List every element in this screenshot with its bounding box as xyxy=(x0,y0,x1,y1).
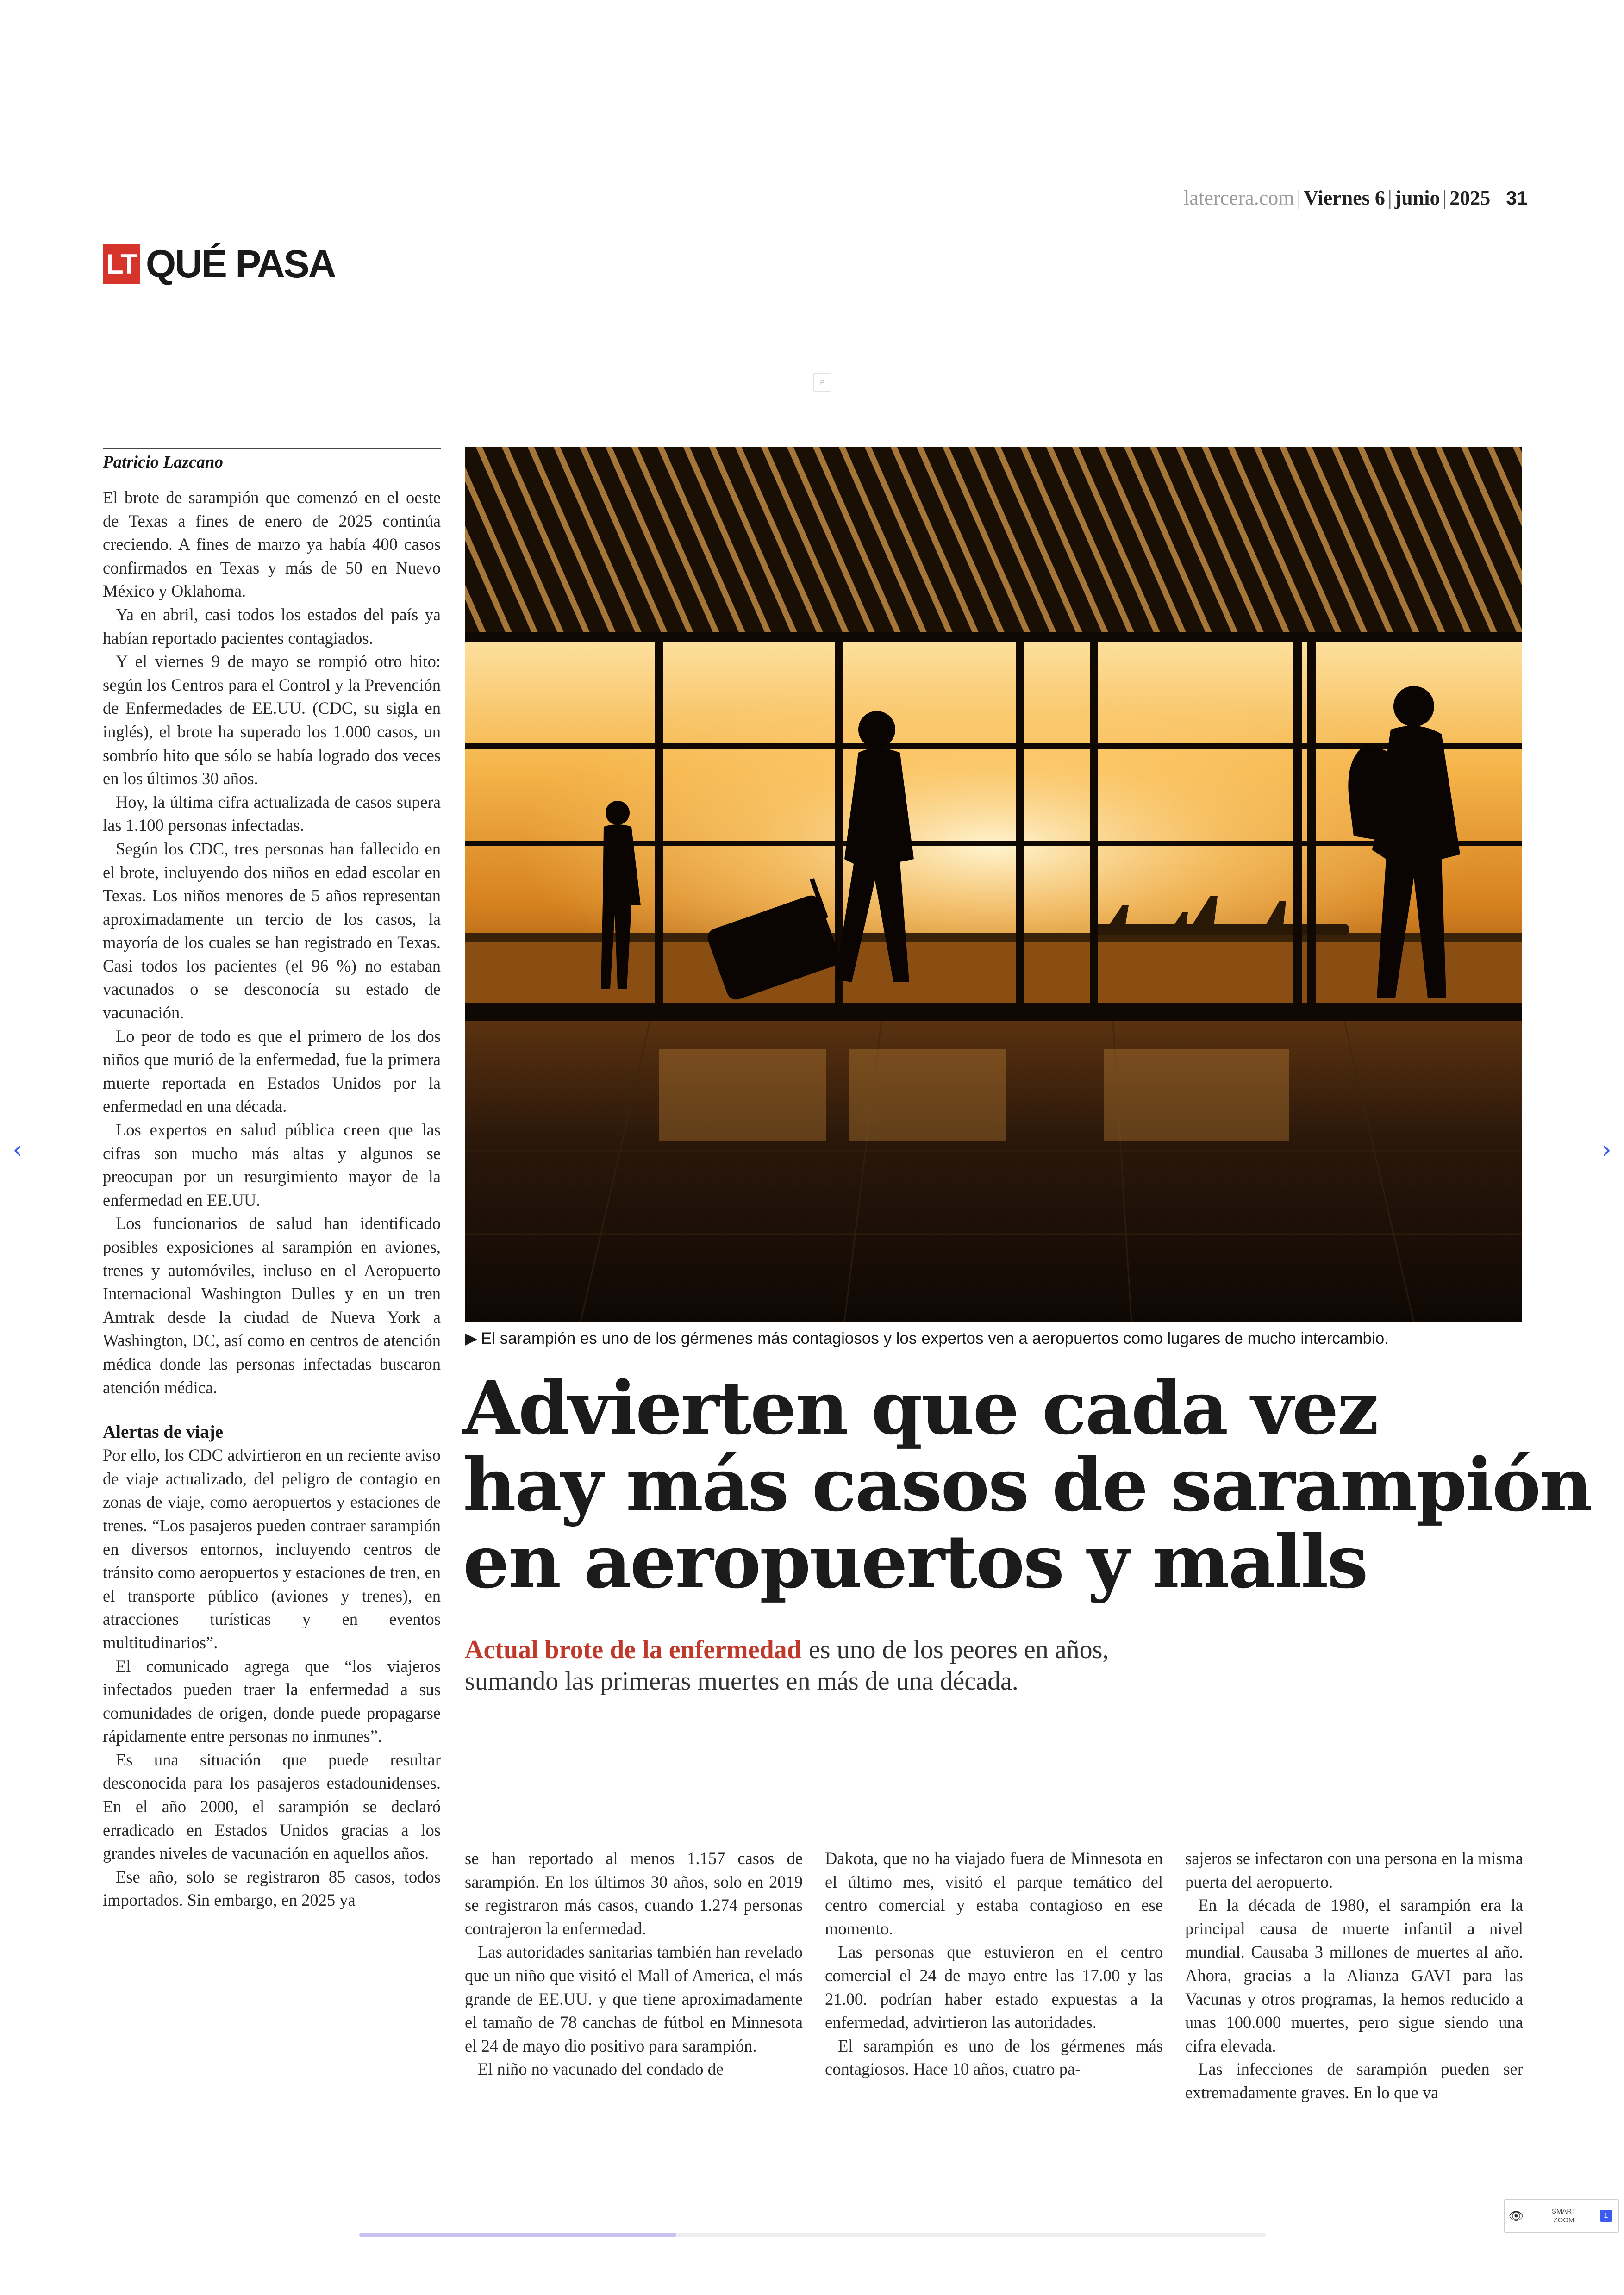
year: 2025 xyxy=(1449,187,1491,209)
left-column xyxy=(103,486,441,1912)
page-number: 31 xyxy=(1506,187,1528,209)
photo-caption xyxy=(465,1329,1522,1348)
subhead: Alertas de viaje xyxy=(103,1422,223,1442)
chevron-right-icon[interactable]: › xyxy=(1601,1135,1612,1164)
deck-text: es uno de los peores en años, sumando las primeras muertes en más de una década. xyxy=(465,1635,1109,1696)
caption-triangle-icon: ▶ xyxy=(465,1329,477,1347)
paragraph: Según los CDC, tres personas han fallecido en el brote, incluyendo dos niños en edad escolar en Texas. Los niños menores de 5 años representan aproximadamente un tercio de los casos, la mayoría de los cuales se han registrado en Texas. Casi todos los pacientes (el 96 %) no estaban vacunados o se desconocía su estado de vacunación. xyxy=(103,839,441,1023)
page-header: latercera.com | Viernes 6 | junio | 2025 31 xyxy=(1184,187,1528,209)
paragraph: El comunicado agrega que “los viajeros infectados pueden traer la enfermedad a sus comunidades de origen, donde puede propagarse rápidamente entre personas no inmunes”. xyxy=(103,1656,441,1746)
reading-progress-fill xyxy=(359,2233,676,2237)
section-name: QUÉ PASA xyxy=(145,242,335,286)
paragraph: Y el viernes 9 de mayo se rompió otro hito: según los Centros para el Control y la Prevención de Enfermedades de EE.UU. (CDC, su sigla en inglés), el brote ha superado los 1.000 casos, un sombrío hito que sólo se había logrado dos veces en los últimos 30 años. xyxy=(103,652,441,788)
body-column-2 xyxy=(465,1847,803,2081)
month: junio xyxy=(1394,187,1440,209)
paragraph: Las infecciones de sarampión pueden ser extremadamente graves. En lo que va xyxy=(1185,2059,1523,2102)
article-photo xyxy=(465,447,1522,1322)
paragraph: Los expertos en salud pública creen que las cifras son mucho más altas y algunos se preocupan por un resurgimiento mayor de la enfermedad en EE.UU. xyxy=(103,1120,441,1210)
paragraph: Ese año, solo se registraron 85 casos, todos importados. Sin embargo, en 2025 ya xyxy=(103,1867,441,1910)
zoom-badge: 1 xyxy=(1600,2210,1612,2222)
smart-zoom-button[interactable] xyxy=(1504,2199,1619,2233)
paragraph: Lo peor de todo es que el primero de los dos niños que murió de la enfermedad, fue la primera muerte reportada en Estados Unidos por la enfermedad en una década. xyxy=(103,1026,441,1116)
zoom-label-smart: SMART xyxy=(1551,2208,1576,2215)
paragraph: El sarampión es uno de los gérmenes más contagiosos. Hace 10 años, cuatro pa- xyxy=(825,2036,1163,2079)
caption-text: El sarampión es uno de los gérmenes más contagiosos y los expertos ven a aeropuertos como lugares de mucho intercambio. xyxy=(481,1329,1389,1347)
byline: Patricio Lazcano xyxy=(103,448,441,472)
paragraph: se han reportado al menos 1.157 casos de sarampión. En los últimos 30 años, solo en 2019 se registraron más casos, cuando 1.274 personas contrajeron la enfermedad. xyxy=(465,1849,803,1938)
paragraph: El niño no vacunado del condado de xyxy=(478,2059,724,2079)
paragraph: Es una situación que puede resultar desconocida para los pasajeros estadounidenses. En el año 2000, el sarampión se declaró erradicado en Estados Unidos gracias a los grandes niveles de vacunación en aquellos años. xyxy=(103,1750,441,1863)
chevron-left-icon[interactable]: ‹ xyxy=(12,1135,23,1164)
paragraph: Ya en abril, casi todos los estados del país ya habían reportado pacientes contagiados. xyxy=(103,605,441,648)
paragraph: El brote de sarampión que comenzó en el oeste de Texas a fines de enero de 2025 continúa creciendo. A fines de marzo ya había 400 casos confirmados en Texas y más de 50 en Nuevo México y Oklahoma. xyxy=(103,488,441,601)
headline-line-2: hay más casos de sarampión xyxy=(463,1442,1592,1528)
body-column-4 xyxy=(1185,1847,1523,2105)
headline xyxy=(463,1366,1592,1605)
weekday: Viernes xyxy=(1304,187,1370,209)
reading-progress-bar[interactable] xyxy=(359,2233,1266,2237)
paragraph: Las autoridades sanitarias también han revelado que un niño que visitó el Mall of America, el más grande de EE.UU. y que tiene aproximadamente el tamaño de 78 canchas de fútbol en Minnesota el 24 de mayo dio positivo para sarampión. xyxy=(465,1942,803,2055)
lt-logo: LT xyxy=(103,244,140,284)
paragraph: Hoy, la última cifra actualizada de casos supera las 1.100 personas infectadas. xyxy=(103,792,441,835)
paragraph: Las personas que estuvieron en el centro comercial el 24 de mayo entre las 17.00 y las 21.00. podrían haber estado expuestas a la enfermedad, advirtieron las autoridades. xyxy=(825,1942,1163,2032)
deck-lead: Actual brote de la enfermedad xyxy=(465,1635,801,1664)
paragraph: Los funcionarios de salud han identificado posibles exposiciones al sarampión en aviones, trenes y automóviles, incluso en el Aeropuerto Internacional Washington Dulles y en un tren Amtrak desde la ciudad de Nueva York a Washington, DC, así como en centros de atención médica donde las personas infectadas buscaron atención médica. xyxy=(103,1214,441,1397)
deck xyxy=(465,1634,1206,1697)
section-brand xyxy=(103,242,335,287)
paragraph: En la década de 1980, el sarampión era la principal causa de muerte infantil a nivel mundial. Causaba 3 millones de muertes al año. Ahora, gracias a la Alianza GAVI para las Vacunas y otros programas, la hemos reducido a unas 100.000 muertes, pero sigue siendo una cifra elevada. xyxy=(1185,1896,1523,2055)
headline-line-1: Advierten que cada vez xyxy=(463,1366,1378,1451)
eye-icon: 👁 xyxy=(1508,2208,1524,2223)
paragraph: Por ello, los CDC advirtieron en un reciente aviso de viaje actualizado, del peligro de contagio en zonas de viaje, como aeropuertos y estaciones de trenes. “Los pasajeros pueden contraer sarampión en diversos entornos, incluyendo centros de tránsito como aeropuertos y estaciones de tren, en el transporte público (aviones y trenes), en atracciones turísticas y en eventos multitudinarios”. xyxy=(103,1446,441,1652)
airport-silhouette-photo xyxy=(465,447,1522,1322)
zoom-label-zoom: ZOOM xyxy=(1553,2216,1574,2224)
headline-line-3: en aeropuertos y malls xyxy=(463,1519,1367,1605)
paragraph: Dakota, que no ha viajado fuera de Minnesota en el último mes, visitó el parque temático del centro comercial y estaba contagioso en ese momento. xyxy=(825,1849,1163,1938)
day: 6 xyxy=(1374,187,1385,209)
paragraph: sajeros se infectaron con una persona en la misma puerta del aeropuerto. xyxy=(1185,1849,1523,1891)
page-marker: P xyxy=(813,373,831,392)
site-name: latercera.com xyxy=(1184,187,1294,209)
body-column-3 xyxy=(825,1847,1163,2081)
